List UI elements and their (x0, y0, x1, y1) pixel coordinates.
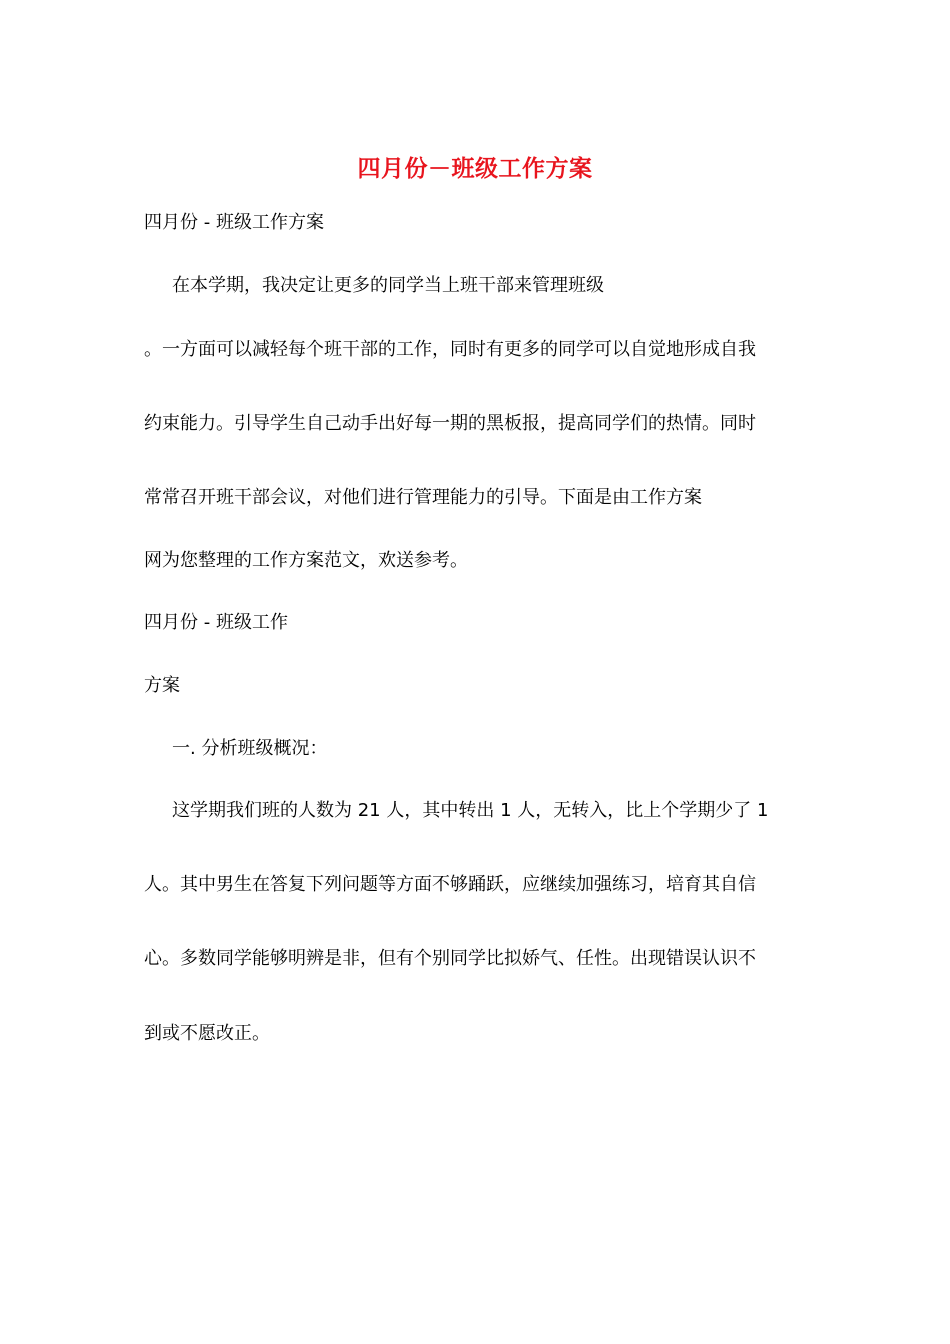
subtitle-line: 四月份 - 班级工作方案 (144, 212, 324, 233)
paragraph-line: 心。多数同学能够明辨是非，但有个别同学比拟娇气、任性。出现错误认识不 (144, 948, 756, 969)
paragraph-line: 到或不愿改正。 (144, 1023, 270, 1044)
paragraph-line: 网为您整理的工作方案范文，欢送参考。 (144, 550, 468, 571)
paragraph-line: 这学期我们班的人数为 21 人，其中转出 1 人，无转入，比上个学期少了 1 (172, 800, 769, 821)
paragraph-line: 人。其中男生在答复下列问题等方面不够踊跃，应继续加强练习，培育其自信 (144, 874, 756, 895)
document-title: 四月份－班级工作方案 (357, 155, 593, 182)
paragraph-line: 常常召开班干部会议，对他们进行管理能力的引导。下面是由工作方案 (144, 487, 702, 508)
section-heading: 一. 分析班级概况： (172, 738, 328, 759)
section-heading-line: 四月份 - 班级工作 (144, 612, 288, 633)
paragraph-line: 约束能力。引导学生自己动手出好每一期的黑板报，提高同学们的热情。同时 (144, 413, 756, 434)
paragraph-line: 在本学期，我决定让更多的同学当上班干部来管理班级 (172, 275, 604, 296)
section-heading-line: 方案 (144, 675, 180, 696)
paragraph-line: 。一方面可以减轻每个班干部的工作，同时有更多的同学可以自觉地形成自我 (144, 339, 756, 360)
